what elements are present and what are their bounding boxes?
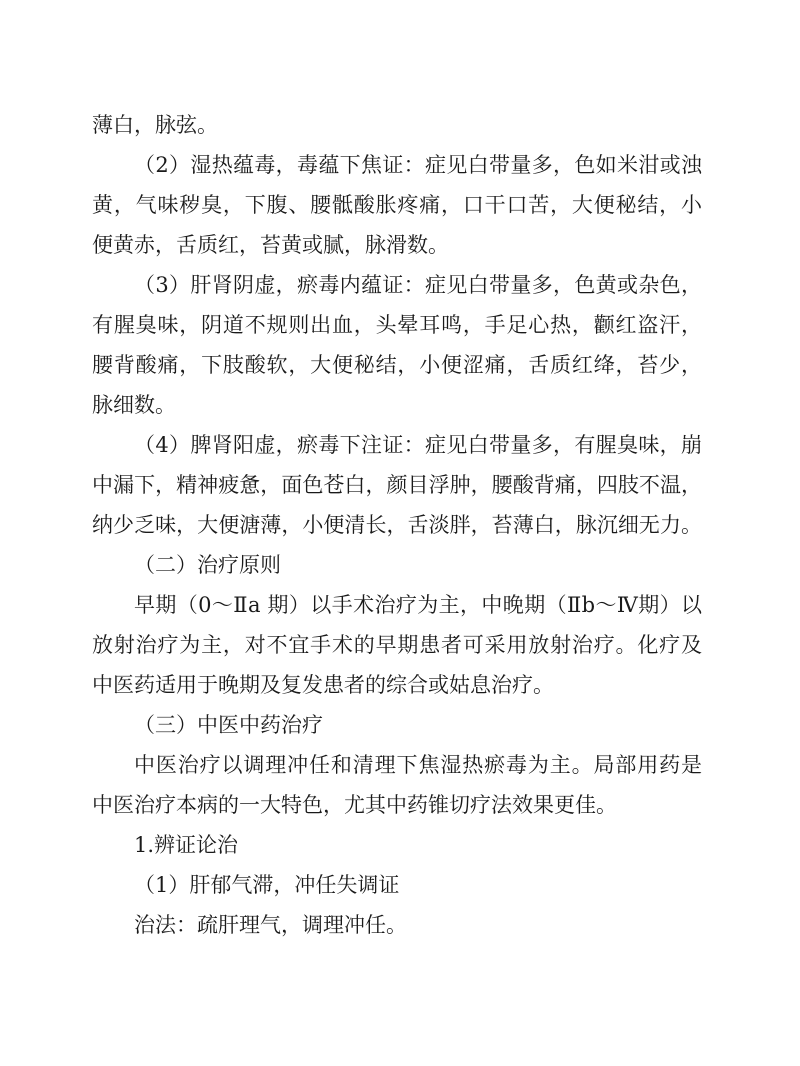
text-line: （2）湿热蕴毒，毒蕴下焦证：症见白带量多，色如米泔或浊	[134, 153, 702, 177]
text-line: 放射治疗为主，对不宜手术的早期患者可采用放射治疗。化疗及	[92, 633, 702, 657]
text-line: 早期（0～Ⅱa 期）以手术治疗为主，中晚期（Ⅱb～Ⅳ期）以	[134, 593, 702, 617]
text-line: 脉细数。	[92, 393, 176, 417]
text-line: 中漏下，精神疲惫，面色苍白，颜目浮肿，腰酸背痛，四肢不温，	[92, 473, 702, 497]
text-line: 治法：疏肝理气，调理冲任。	[134, 913, 407, 937]
text-line: 腰背酸痛，下肢酸软，大便秘结，小便涩痛，舌质红绛，苔少，	[92, 353, 702, 377]
section-heading: （二）治疗原则	[134, 553, 281, 577]
text-line: （4）脾肾阳虚，瘀毒下注证：症见白带量多，有腥臭味，崩	[134, 433, 702, 457]
text-line: 黄，气味秽臭，下腹、腰骶酸胀疼痛，口干口苦，大便秘结，小	[92, 193, 702, 217]
text-line: 中医治疗本病的一大特色，尤其中药锥切疗法效果更佳。	[92, 793, 617, 817]
text-line: 薄白，脉弦。	[92, 113, 218, 137]
text-line: （3）肝肾阴虚，瘀毒内蕴证：症见白带量多，色黄或杂色，	[134, 273, 702, 297]
text-line: 便黄赤，舌质红，苔黄或腻，脉滑数。	[92, 233, 449, 257]
text-line: 中医药适用于晚期及复发患者的综合或姑息治疗。	[92, 673, 554, 697]
section-heading: （三）中医中药治疗	[134, 713, 323, 737]
text-line: 纳少乏味，大便溏薄，小便清长，舌淡胖，苔薄白，脉沉细无力。	[92, 513, 702, 537]
text-line: 有腥臭味，阴道不规则出血，头晕耳鸣，手足心热，颧红盗汗，	[92, 313, 702, 337]
text-line: （1）肝郁气滞，冲任失调证	[134, 873, 400, 897]
subsection-heading: 1.辨证论治	[134, 833, 239, 857]
text-line: 中医治疗以调理冲任和清理下焦湿热瘀毒为主。局部用药是	[134, 753, 702, 777]
